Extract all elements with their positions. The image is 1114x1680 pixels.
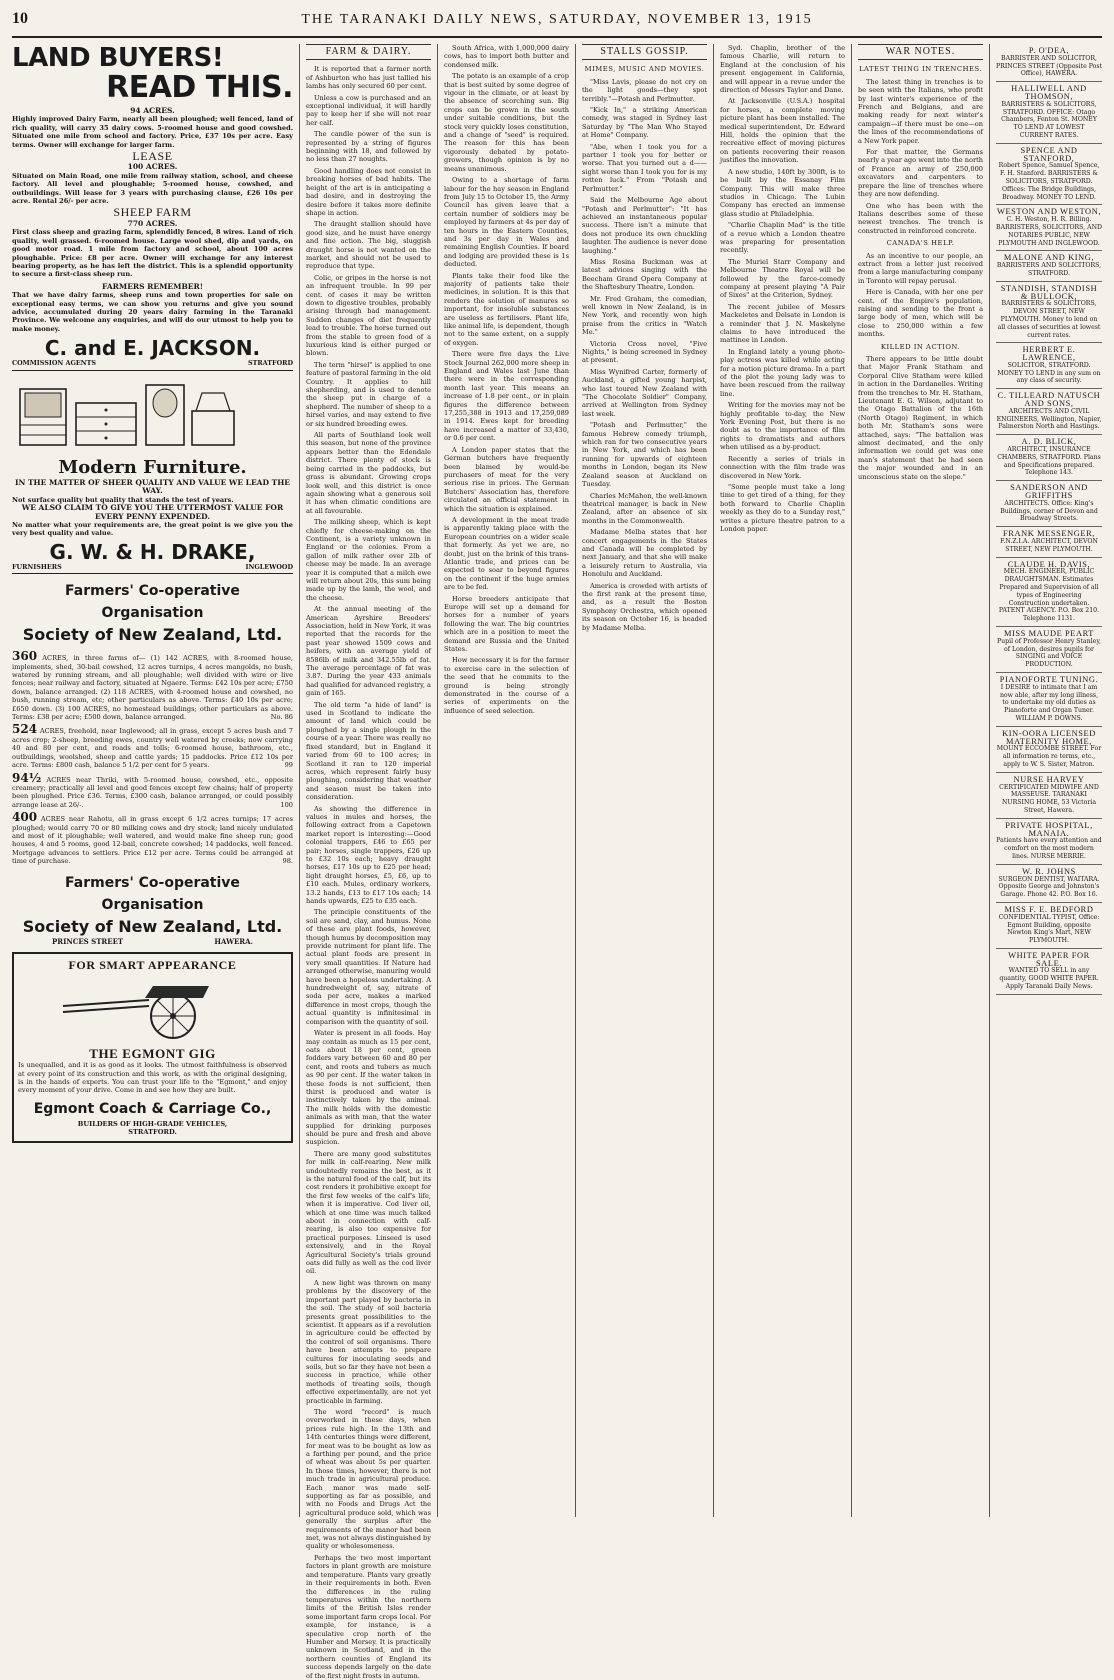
business-card bbox=[996, 205, 1102, 251]
sheep-text: First class sheep and grazing farm, splendidly fenced, 8 wires. Land of rich quality, well grassed. 6-roomed house. Large wool shed, dip and yards, on good motor road. 1 mile from factory and school, about 100 acres ploughable. Price: £8 per acre. Owner will exchange for any interest bearing property, as he has left the district. This is a splendid opportunity to secure a first-class sheep run. bbox=[12, 228, 293, 279]
business-card bbox=[996, 82, 1102, 144]
business-card-text: CONFIDENTIAL TYPIST, Office: Egmont Building, opposite Newton King's Mart, NEW PLYMOUTH. bbox=[998, 913, 1100, 945]
business-card-text: Patients have every attention and comfort on the most modern lines. NURSE MERRIE. bbox=[996, 837, 1102, 860]
canada-paragraphs bbox=[858, 252, 983, 339]
article-paragraph: Miss Wynifred Carter, formerly of Auckland, a gifted young harpist, who last toured New Zealand with "The Chocolate Soldier" Company, arrived at Wellington from Sydney last week. bbox=[582, 367, 707, 418]
business-card bbox=[996, 144, 1102, 206]
farmers-remember-heading: FARMERS REMEMBER! bbox=[101, 281, 204, 291]
listing-360-ref: No. 86 bbox=[270, 713, 293, 722]
egmont-advert bbox=[12, 952, 293, 1143]
trenches-paragraphs bbox=[858, 78, 983, 235]
article-paragraph: As an incentive to our people, an extract from a letter just received from a large manufacturing company in Toronto will repay perusal. bbox=[858, 251, 983, 285]
article-paragraph: Unless a cow is purchased and an exceptional individual, it will hardly pay to keep her if she will not rear her calf. bbox=[306, 93, 431, 127]
furniture-text-1: Not surface quality but quality that stands the test of years. bbox=[12, 495, 234, 504]
farm-dairy-continued-paragraphs bbox=[444, 44, 569, 715]
farmers-coop-heading-2: Farmers' Co-operative Organisation bbox=[65, 874, 240, 913]
article-paragraph: Water is present in all foods. Hay may contain as much as 15 per cent, oats about 18 per cent, green fodders vary between 60 and 80 per cent, and roots and tubers as much as 90 per cent. If the water taken in these foods is not sufficient, then thirst is produced and water is instinctively taken by the animal. The milk holds with the domestic animals as with man, that the water supplied for drinking purposes should be pure and fresh and above suspicion. bbox=[306, 1029, 431, 1147]
article-paragraph: "Some people must take a long time to get tired of a thing, for they both forward to Charlie Chaplin weekly as they do to a Sunday rest," writes a picture theatre patron to a London paper. bbox=[720, 482, 845, 533]
listing-360-text: ACRES, in three farms of— (1) 142 ACRES, with 8-roomed house, implements, shed, 30-bail cowshed, 12 acres turnips, 4 acres mangolds, no bush, watered by running stream, and all ploughable; well divided with wire or live fences; near railway and factory, situated at Ngaere. Terms: £42 10s per acre; £750 down, balance arranged. (2) 118 ACRES, with 4-roomed house and cowshed, no bush, running stream, etc; other particulars as above. Terms: £40 10s per acre; £650 down. (3) 100 ACRES, no homestead buildings; other particulars as above. Terms: £38 per acre; £500 down, balance arranged. bbox=[12, 654, 293, 722]
furniture-illustration bbox=[12, 381, 242, 451]
business-card-text: ARCHITECT, INSURANCE CHAMBERS, STRATFORD. Plans and Specifications prepared. Telephone 143. bbox=[997, 446, 1101, 477]
jackson-subline bbox=[12, 359, 293, 370]
business-card bbox=[996, 435, 1102, 481]
listing-524-ref: 99 bbox=[284, 761, 293, 770]
article-paragraph: At the annual meeting of the American Ayrshire Breeders' Association, held in New York, it was reported that the records for the past year showed 1509 cows and heifers, with an average yield of 8586lb of milk and 342.55lb of fat. The average percentage of fat was 3.87. During the year 433 animals had qualified for advanced registry, a gain of 165. bbox=[306, 605, 431, 698]
business-card-text: SURGEON DENTIST, WAITARA. Opposite George and Johnston's Garage. Phone 42. P.O. Box 16. bbox=[998, 875, 1100, 899]
farmers-remember-text: That we have dairy farms, sheep runs and town properties for sale on exceptional easy terms, we can show you returns and give you sound advice, accumulated during 20 years dairy farming in the Taranaki Province. We welcome any enquiries, and will do our utmost to help you to make money. bbox=[12, 291, 293, 333]
lease-heading: LEASE bbox=[132, 149, 173, 164]
furniture-line-2: WE ALSO CLAIM TO GIVE YOU THE UTTERMOST VALUE FOR EVERY PENNY EXPENDED. bbox=[21, 503, 284, 521]
business-card-name: MALONE AND KING, bbox=[1003, 253, 1095, 263]
lease-text: Situated on Main Road, one mile from railway station, school, and cheese factory. All level and ploughable; 5-roomed house, cowshed, and outbuildings. Will lease for 3 years with purchasing clause, £26 10s per acre. Rental 26/- per acre. bbox=[12, 171, 293, 206]
article-paragraph: The old term "a hide of land" is used in Scotland to indicate the amount of land which could be ploughed by a single plough in the course of a year. There was really no fixed standard, but in England it varied from 60 to 100 acres; in Scotland it ran to 120 imperial acres, which represent fairly busy ploughing, considering that weather and season must be taken into consideration. bbox=[306, 700, 431, 802]
acres94-text: Highly improved Dairy Farm, nearly all been ploughed; well fenced, land of rich quality, will carry 35 dairy cows. 5-roomed house and good cowshed. Situated one mile from school and factory. Price, £37 10s per acre. Easy terms. Owner will exchange for larger farm. bbox=[12, 115, 293, 149]
stalls-gossip-continued-column bbox=[714, 44, 852, 1517]
article-paragraph: At Jacksonville (U.S.A.) hospital for horses, a complete moving picture plant has been installed. The medical superintendent, Dr. Edward Hill, holds the opinion that the recreative effect of moving pictures on patients recovering their reason justifies the innovation. bbox=[720, 97, 845, 165]
farm-dairy-continued-column bbox=[438, 44, 576, 1517]
business-card bbox=[996, 865, 1102, 903]
farm-dairy-paragraphs bbox=[306, 65, 431, 1680]
farm-dairy-heading: FARM & DAIRY. bbox=[306, 44, 431, 60]
business-card-name: A. D. BLICK, bbox=[1021, 437, 1077, 447]
stalls-gossip-heading: STALLS GOSSIP. bbox=[582, 44, 707, 60]
article-paragraph: The milking sheep, which is kept chiefly for cheese-making on the Continent, is a variety unknown in England or the colonies. From a gallon of milk rather over 2lb of cheese may be made. In an average year it is computed that a milch ewe will return about 20s, this sum being made up by the lamb, the wool, and the cheese. bbox=[306, 518, 431, 602]
business-card-text: BARRISTERS & SOLICITORS, STRATFORD. OFFICE: Otago Chambers, Fenton St. MONEY TO LEND AT LOWEST CURRENT RATES. bbox=[1001, 100, 1097, 139]
business-card bbox=[996, 44, 1102, 82]
article-paragraph: For that matter, the Germans nearly a year ago went into the north of France an army of 250,000 excavators and carpenters to prepare the line of trenches where they are now defending. bbox=[858, 148, 983, 199]
sheep-farm-heading: SHEEP FARM bbox=[113, 205, 192, 220]
business-card bbox=[996, 949, 1102, 995]
article-paragraph: Recently a series of trials in connection with the film trade was discovered in New York. bbox=[720, 454, 845, 480]
business-card-name: PIANOFORTE TUNING. bbox=[999, 674, 1099, 684]
article-paragraph: There were five days the Live Stock Journal 262,000 more sheep in England and Wales last June than there were in the corresponding month last year. This means an increase of 1.8 per cent., or in plain figures the difference between 17,255,388 in 1913 and 17,259,089 in 1914. Ewes kept for breeding have increased a matter of 33,430, or 0.6 per cent. bbox=[444, 350, 569, 443]
article-paragraph: The principle constituents of the soil are sand, clay, and humus. None of these are plant foods, however, though humus by decomposition may provide nutriment for plant life. The actual plant foods are present in very small quantities. If Nature had arranged otherwise, manuring would have been a hopeless undertaking. A hundredweight of, say, nitrate of soda per acre, makes a marked difference in most crops, though the actual quantity is infinitesimal in comparison with the quantity of soil. bbox=[306, 908, 431, 1026]
business-card-name: HERBERT E. LAWRENCE, bbox=[1022, 345, 1076, 363]
article-paragraph: Here is Canada, with her one per cent. of the Empire's population, raising and sending to the front a large body of men, which will be close to 250,000 within a few months. bbox=[858, 288, 983, 339]
hawera-town: HAWERA. bbox=[214, 936, 253, 946]
jackson-heading: C. and E. JACKSON. bbox=[44, 336, 261, 361]
canada-subheading: CANADA'S HELP. bbox=[886, 239, 955, 248]
business-card-text: ARCHITECTS AND CIVIL ENGINEERS, Wellington, Napier, Palmerston North and Hastings. bbox=[996, 407, 1102, 431]
article-paragraph: "Abe, when I took you for a partner I took you for better or worse. That you turned out a d—— sight worse than I took you for is my rotten luck." From "Potash and Perlmutter." bbox=[582, 142, 707, 193]
article-paragraph: "Potash and Perlmutter," the famous Hebrew comedy triumph, which ran for two consecutive years in New York, and which has been running for upwards of eighteen months in London, began its New Zealand season at Auckland on Tuesday. bbox=[582, 421, 707, 489]
listing-360 bbox=[12, 649, 293, 722]
business-card bbox=[996, 251, 1102, 281]
business-card bbox=[996, 343, 1102, 389]
listing-524-text: ACRES, freehold, near Inglewood; all in grass, except 5 acres bush and 7 acres crop; 2-sheep, breeding ewes, country well watered by creeks; now carrying 40 and 80 per cent, and roads and tolls; 6-roomed house, bathroom, etc., outbuildings, woolshed, sheep and cattle yards; 15 paddocks. Price £12 10s per acre. Terms: £800 cash, balance 5 1/2 per cent for 5 years. bbox=[12, 727, 293, 770]
drake-heading: G. W. & H. DRAKE, bbox=[49, 539, 256, 564]
business-card-name: NURSE HARVEY bbox=[1013, 774, 1085, 784]
article-paragraph: "Miss Lavis, please do not cry on the light goods—they spot terribly."—Potash and Perlmutter. bbox=[582, 77, 707, 103]
furniture-line-1: IN THE MATTER OF SHEER QUALITY AND VALUE WE LEAD THE WAY. bbox=[14, 477, 290, 496]
listing-94-number: 94½ bbox=[12, 770, 42, 785]
business-card-name: MISS F. E. BEDFORD bbox=[1004, 904, 1094, 914]
stalls-gossip-subheading: MIMES, MUSIC AND MOVIES. bbox=[584, 65, 705, 74]
business-card bbox=[996, 903, 1102, 949]
egmont-sub: BUILDERS OF HIGH-GRADE VEHICLES, bbox=[77, 1119, 228, 1128]
article-paragraph: "Charlie Chaplin Mad" is the title of a revue which a London theatre was preparing for presentation recently. bbox=[720, 221, 845, 255]
article-paragraph: The latest thing in trenches is to be seen with the Italians, who profit by last winter's experience of the French and Belgians, and are making ready for next winter's campaign—if there must be one—on the lines of the recommendations of a New York paper. bbox=[858, 77, 983, 145]
article-paragraph: The Muriel Starr Company and Melbourne Theatre Royal will be followed by the farce-comedy company at present playing "A Pair of Sixes" at the Criterion, Sydney. bbox=[720, 257, 845, 300]
article-paragraph: Said the Melbourne Age about "Potash and Perlmutter": "It has achieved an instantaneous popular success. There isn't a minute that does not produce its own chuckling laughter. The audience is never done laughing." bbox=[582, 196, 707, 255]
egmont-text: Is unequalled, and it is as good as it looks. The utmost faithfulness is observed at every point of its construction and this work, as with the original designing, is in the hands of experts. You can trust your life to the "Egmont," and enjoy every moment of your drive. Come in and see how they are built. bbox=[18, 1061, 287, 1095]
business-card-name: MISS MAUDE PEART bbox=[1003, 629, 1095, 638]
furniture-text-2: No matter what your requirements are, the great point is we give you the very best quality and value. bbox=[12, 521, 293, 538]
professional-cards-column bbox=[990, 44, 1102, 1517]
business-card bbox=[996, 389, 1102, 435]
listing-524-number: 524 bbox=[12, 722, 38, 737]
article-paragraph: Writing for the movies may not be highly profitable to-day, the New York Evening Post, but there is no doubt as to the importance of film rights to dramatists and authors when utilised as a by-product. bbox=[720, 401, 845, 452]
egmont-town: STRATFORD. bbox=[128, 1128, 177, 1137]
business-card-text: BARRISTERS & SOLICITORS, DEVON STREET, NEW PLYMOUTH. Money to lend on all classes of securities at lowest current rates. bbox=[997, 300, 1101, 339]
professional-cards bbox=[996, 44, 1102, 995]
article-paragraph: Madame Melba states that her concert engagements in the States and Canada will be completed by next January, and that she will make a leisurely return to Australia, via Honolulu and Auckland. bbox=[582, 528, 707, 579]
egmont-gig-heading: THE EGMONT GIG bbox=[89, 1045, 216, 1061]
listing-360-number: 360 bbox=[12, 649, 38, 664]
drake-sub-left: FURNISHERS bbox=[12, 562, 62, 571]
listing-400-text: ACRES near Rahotu, all in grass except 6 1/2 acres turnips; 17 acres ploughed; would carry 70 or 80 milking cows and dry stock; land nicely undulated and most of it ploughable; well watered, and would make fine sheep run; good houses, 4 and 5 rooms, good 12-bail, concrete cowshed; 14 paddocks, well fenced. Mortgage advances to settlers. Price £12 per acre. Terms could be arranged at time of purchase. bbox=[12, 815, 293, 866]
article-paragraph: The candle power of the sun is represented by a string of figures beginning with 18, and followed by no less than 27 noughts. bbox=[306, 130, 431, 164]
drake-sub-right: INGLEWOOD bbox=[245, 562, 293, 571]
business-card-name: P. O'DEA, bbox=[1028, 46, 1070, 55]
egmont-coach-heading: Egmont Coach & Carriage Co., bbox=[33, 1100, 272, 1117]
society-heading-1: Society of New Zealand, Ltd. bbox=[22, 625, 283, 645]
article-paragraph: Victoria Cross novel, "Five Nights," is being screened in Sydney at present. bbox=[582, 339, 707, 365]
business-card-name: C. TILLEARD NATUSCH AND SONS, bbox=[997, 391, 1101, 409]
business-card bbox=[996, 282, 1102, 344]
business-card-name: WESTON AND WESTON, bbox=[996, 207, 1102, 217]
article-paragraph: Mr. Fred Graham, the comedian, well known in New Zealand, is in New York, and recently won high praise from the critics in "Watch Me." bbox=[582, 294, 707, 337]
listing-400-number: 400 bbox=[12, 810, 38, 825]
article-paragraph: In England lately a young photo-play actress was killed while acting for a motion picture drama. In a part of the plot the young lady was to have been rescued from the railway line. bbox=[720, 347, 845, 398]
article-paragraph: Plants take their food like the majority of patients take their medicines, in solution. It is this that renders the solution of manures so important, for insoluble substances are useless as fertilisers. Plant life, like animal life, is dependent, though not to the same extent, on a supply of oxygen. bbox=[444, 271, 569, 347]
killed-paragraphs bbox=[858, 355, 983, 481]
listing-400-ref: 98. bbox=[282, 857, 293, 866]
article-paragraph: Perhaps the two most important factors in plant growth are moisture and temperature. Plants vary greatly in their requirements in both. Even the differences in the ruling temperatures within the northern limits of the British Isles render some important farm crops local. For example, for instance, is a speculative crop north of the Humber and Mersey. It is practically unknown in Scotland, and in the northern counties of England its success depends largely on the date of the first night frosts in autumn. bbox=[306, 1553, 431, 1680]
acres94-heading: 94 ACRES. bbox=[130, 106, 175, 115]
business-card-text: MOUNT ECCOMBE STREET. For all information re terms, etc., apply to W. S. Sister, Matron. bbox=[996, 745, 1102, 768]
jackson-sub-left: COMMISSION AGENTS bbox=[12, 359, 97, 368]
article-paragraph: A London paper states that the German butchers have frequently been blamed by would-be purchasers of meat for the very serious rise in prices. The German Butchers' Association has, therefore circulated an official statement in which the situation is explained. bbox=[444, 445, 569, 513]
smart-appearance-heading: FOR SMART APPEARANCE bbox=[68, 957, 237, 972]
business-card-text: WANTED TO SELL in any quantity, GOOD WHITE PAPER. Apply Taranaki Daily News. bbox=[999, 967, 1099, 991]
business-card-text: BARRISTER AND SOLICITOR, PRINCES STREET (Opposite Post Office), HAWERA. bbox=[996, 54, 1102, 78]
farmers-coop-advert-2 bbox=[12, 872, 293, 946]
article-paragraph: Good handling does not consist in breaking horses of bad habits. The height of the art is in anticipating a bad desire, and in destroying the desire before it takes more definite shape in action. bbox=[306, 166, 431, 217]
business-card bbox=[996, 527, 1102, 557]
article-paragraph: How necessary it is for the farmer to exercise care in the selection of the seed that he commits to the ground is being strongly demonstrated in the course of a series of experiments on the influence of seed selection. bbox=[444, 656, 569, 715]
business-card-text: Pupil of Professor Henry Stanley, of London, desires pupils for SINGING and VOICE PRODUCTION. bbox=[997, 637, 1101, 669]
society-heading-2: Society of New Zealand, Ltd. bbox=[22, 916, 283, 936]
masthead bbox=[12, 10, 1102, 38]
business-card-text: ARCHITECTS. Office: King's Buildings, corner of Devon and Broadway Streets. bbox=[1000, 499, 1098, 523]
article-paragraph: The term "hirsel" is applied to one feature of pastoral farming in the old Country. It applies to hill shepherding, and is used to denote the sheep put in charge of a shepherd. The number of sheep to a hirsel varies, and may extend to five or six hundred breeding ewes. bbox=[306, 360, 431, 428]
modern-furniture-heading: Modern Furniture. bbox=[58, 456, 247, 478]
business-card-text: MECH. ENGINEER, PUBLIC DRAUGHTSMAN. Estimates Prepared and Supervision of all types of Engineering Construction undertaken. PATENT AGENCY. P.O. Box 210. Telephone 1131. bbox=[998, 568, 1100, 623]
gig-illustration bbox=[53, 976, 253, 1040]
war-notes-column bbox=[852, 44, 990, 1517]
article-paragraph: Charles McMahon, the well-known theatrical manager, is back in New Zealand, after an absence of six months in the Commonwealth. bbox=[582, 491, 707, 525]
lease-acres: 100 ACRES. bbox=[127, 162, 178, 172]
business-card-text: Robert Spence, Samuel Spence, F. H. Stanford. BARRISTERS & SOLICITORS, STRATFORD. Offices: The Bridge Buildings, Broadway. MONEY TO LEND. bbox=[998, 162, 1100, 201]
business-card-name: PRIVATE HOSPITAL, MANAIA. bbox=[1005, 820, 1093, 838]
business-card bbox=[996, 627, 1102, 673]
article-paragraph: The recent jubilee of Messrs Mackeletes and Delsate in London is a reminder that J. N. Maskelyne claims to have introduced the mattinee in London. bbox=[720, 302, 845, 345]
business-card-name: SANDERSON AND GRIFFITHS bbox=[1010, 483, 1088, 501]
farmers-coop-advert-1 bbox=[12, 580, 293, 865]
listing-94 bbox=[12, 770, 293, 810]
article-paragraph: As showing the difference in values in mules and horses, the following extract from a Capetown market report is interesting:—Good colonial trappers, £46 to £65 per pair; horses, single trappers, £26 up to £32 10s each; heavy draught horses, £17 10s up to £25 per head; light draught horses, £5, £6, up to £10 each. Mules, ordinary workers, 13.2 hands, £13 to £17 10s each; 14 hands upwards, £25 to £35 each. bbox=[306, 804, 431, 905]
sheep-acres: 770 ACRES. bbox=[127, 218, 178, 228]
listing-94-text: ACRES near Thriki, with 5-roomed house, cowshed, etc., opposite creamery; practically all level and good fences except few chains; half of property been ploughed. Price £36. Terms, £300 cash, balance arranged, or could possibly arrange lease at 26/-. bbox=[12, 775, 293, 809]
stalls-gossip-column bbox=[576, 44, 714, 1517]
business-card-name: W. R. JOHNS bbox=[1022, 866, 1076, 876]
business-card-name: HALLIWELL AND THOMSON, bbox=[1011, 84, 1087, 101]
article-paragraph: The word "record" is much overworked in these days, when prices rule high. In the 13th and 14th centuries things were different, for meat was to be bought as low as a farthing per pound, and the price of wheat was about 5s per quarter. In those times, however, there is not much trade in agricultural produce. Each manor was made self-supporting as far as possible, and with no Foods and Drugs Act the agricultural produce sold, which was generally the surplus after the requirements of the manor had been met, was not always distinguished by quality or wholesomeness. bbox=[306, 1407, 431, 1551]
article-paragraph: One who has been with the Italians describes some of these newest trenches. The trench is constructed in reinforced concrete. bbox=[858, 201, 983, 235]
land-buyers-advert bbox=[12, 44, 293, 371]
business-card-text: SOLICITOR, STRATFORD. MONEY TO LEND in any sum on any class of security. bbox=[997, 361, 1101, 385]
business-card bbox=[996, 558, 1102, 627]
article-paragraph: All parts of Southland look well this season, but none of the province appears better than the Edendale district. There plenty of stock is being carried in the paddocks, but grass is abundant. Growing crops look well, and this district is once again showing what a generous soil it has when climatic conditions are at all favourable. bbox=[306, 431, 431, 515]
article-paragraph: The potato is an example of a crop that is best suited by some degree of vigour in the climate, or at least by the absence of scorching sun. Big crops can be grown in the south under suitable conditions, but the stock very quickly loses constitution, and a change of "seed" is required. The reason for this has been vigorously debated by potato-growers, though opinion is by no means unanimous. bbox=[444, 72, 569, 173]
newspaper-title: THE TARANAKI DAILY NEWS, SATURDAY, NOVEMBER 13, 1915 bbox=[301, 12, 813, 27]
business-card bbox=[996, 727, 1102, 773]
article-paragraph: A development in the meat trade is apparently taking place with the European countries on a wider scale that formerly. As yet we are, no doubt, just on the brink of this trans-Atlantic trade, and prices can be expected to soar to beyond figures on the continent if the huge armies are to be fed. bbox=[444, 515, 569, 592]
article-paragraph: Colic, or gripes in the horse is not an infrequent trouble. In 99 per cent. of cases it may be written down to digestive troubles, probably arising through bad management. Sudden changes of diet frequently lead to trouble. The horse turned out from the stable to green food of a luxurious kind is either purged or blown. bbox=[306, 273, 431, 358]
article-paragraph: It is reported that a farmer north of Ashburton who has just tallied his lambs has only secured 60 per cent. bbox=[306, 65, 431, 91]
listing-400 bbox=[12, 810, 293, 866]
trenches-subheading: LATEST THING IN TRENCHES. bbox=[858, 65, 983, 74]
article-paragraph: The draught stallion should have good size, and he must have energy and fine action. The big, sluggish draught horse is not wanted on the market, and should not be used to reproduce that type. bbox=[306, 220, 431, 271]
business-card-text: CERTIFICATED MIDWIFE AND MASSEUSE. TARANAKI NURSING HOME, 53 Victoria Street, Hawera. bbox=[999, 783, 1099, 814]
business-card-text: F.N.Z.I.A. ARCHITECT, DEVON STREET, NEW PLYMOUTH. bbox=[1000, 538, 1098, 553]
drake-subline bbox=[12, 563, 293, 574]
listing-94-ref: 100 bbox=[280, 800, 293, 809]
farm-dairy-column bbox=[300, 44, 438, 1680]
land-buyers-heading: LAND BUYERS! bbox=[12, 43, 224, 73]
princes-street-line bbox=[12, 938, 293, 946]
business-card-name: WHITE PAPER FOR SALE. bbox=[1008, 950, 1090, 968]
business-card-name: FRANK MESSENGER, bbox=[1003, 529, 1095, 539]
stalls-gossip-paragraphs bbox=[582, 78, 707, 632]
article-paragraph: America is crowded with artists of the first rank at the present time, and, as a result the Boston Symphony Orchestra, which opened its season on October 16, is headed by Madame Melba. bbox=[582, 581, 707, 632]
business-card bbox=[996, 773, 1102, 819]
article-paragraph: There are many good substitutes for milk in calf-rearing. New milk undoubtedly remains the best, as it is the natural food of the calf, but its cost renders it prohibitive except for the first few weeks of the calf's life, when it is imperative. Cod liver oil, which at one time was much talked about in connection with calf-rearing, is also too expensive for practical purposes. Linseed is used extensively, and in the Royal Agricultural Society's trials ground oats did fully as well as the cod liver oil. bbox=[306, 1149, 431, 1276]
business-card-name: SPENCE AND STANFORD, bbox=[1020, 145, 1078, 163]
farmers-coop-heading-1: Farmers' Co-operative Organisation bbox=[65, 583, 240, 622]
business-card-text: I DESIRE to intimate that I am now able, after my long illness, to undertake my old duties as Pianoforte and Organ Tuner. WILLIAM P. DOWNS. bbox=[999, 683, 1099, 722]
article-paragraph: There appears to be little doubt that Major Frank Statham and Corporal Clive Statham were killed in action in the Dardanelles. Writing from the trenches to Mr. H. Statham, Lieutenant E. G. Wilson, adjutant to the Otago Battalion of the 16th (North Otago) Regiment, in which both Mr. Statham's sons were attached, says: "The battalion was almost decimated, and the only information we could get was one man's statement that he had seen the major wounded and in an unconscious state on the slope." bbox=[858, 355, 983, 481]
read-this-heading: READ THIS. bbox=[106, 70, 293, 105]
article-paragraph: Horse breeders anticipate that Europe will set up a demand for horses for a number of years following the war. The big countries which are in a position to meet the demand are Russia and the United States. bbox=[444, 594, 569, 654]
war-notes-heading: WAR NOTES. bbox=[858, 44, 983, 60]
article-paragraph: South Africa, with 1,000,000 dairy cows, has to import both butter and condensed milk. bbox=[444, 44, 569, 69]
drake-advert bbox=[12, 377, 293, 575]
business-card-name: CLAUDE H. DAVIS, bbox=[1007, 559, 1091, 569]
article-paragraph: A new light was thrown on many problems by the discovery of the important part played by bacteria in the soil. The study of soil bacteria presents great possibilities to the scientist. It appears as if a revolution in agriculture could be effected by the control of soil organisms. There have been attempts to prepare cultures for inoculating seeds and soils, but so far they have not been a success in practice, while other methods of treating soils, though effective experimentally, are not yet practicable in farming. bbox=[306, 1278, 431, 1405]
business-card-text: BARRISTERS AND SOLICITORS, STRATFORD. bbox=[996, 262, 1102, 277]
business-card-name: KIN-OORA LICENSED MATERNITY HOME, bbox=[1002, 728, 1096, 746]
article-paragraph: A new studio, 140ft by 300ft, is to be built by the Essanay Film Company. This will make three studios in Chicago. The Lubin Company has erected an immense glass studio at Philadelphia. bbox=[720, 167, 845, 218]
killed-subheading: KILLED IN ACTION. bbox=[880, 342, 961, 351]
stalls-gossip-continued-paragraphs bbox=[720, 44, 845, 533]
article-paragraph: "Kick In," a striking American comedy, was staged in Sydney last Saturday by "The Man Who Stayed at Home" Company. bbox=[582, 106, 707, 140]
advert-column bbox=[12, 44, 300, 1517]
business-card bbox=[996, 673, 1102, 727]
business-card-name: STANDISH, STANDISH & BULLOCK, bbox=[1000, 283, 1098, 301]
princes-street: PRINCES STREET bbox=[52, 936, 124, 946]
business-card-text: C. H. Weston, H. R. Billing. BARRISTERS, SOLICITORS, AND NOTARIES PUBLIC, NEW PLYMOUTH AND INGLEWOOD. bbox=[996, 216, 1102, 247]
page-number: 10 bbox=[12, 10, 28, 27]
business-card bbox=[996, 819, 1102, 865]
listing-524 bbox=[12, 722, 293, 770]
article-paragraph: Miss Rosina Buckman was at latest advices singing with the Beecham Grand Opera Company at the Shaftesbury Theatre, London. bbox=[582, 257, 707, 292]
article-paragraph: Owing to a shortage of farm labour for the hay season in England from July 15 to October 15, the Army Council has given leave that a certain number of soldiers may be employed by farmers at 4s per day of ten hours in the Eastern Counties, and 3s per day in Wales and remaining English Counties. If board and lodging are provided these is 1s deducted. bbox=[444, 176, 569, 269]
article-paragraph: Syd. Chaplin, brother of the famous Charlie, will return to England at the conclusion of his present engagement in California, and will appear in a revue under the direction of Messrs Taylor and Dane. bbox=[720, 44, 845, 95]
jackson-sub-right: STRATFORD bbox=[247, 359, 293, 368]
business-card bbox=[996, 481, 1102, 527]
